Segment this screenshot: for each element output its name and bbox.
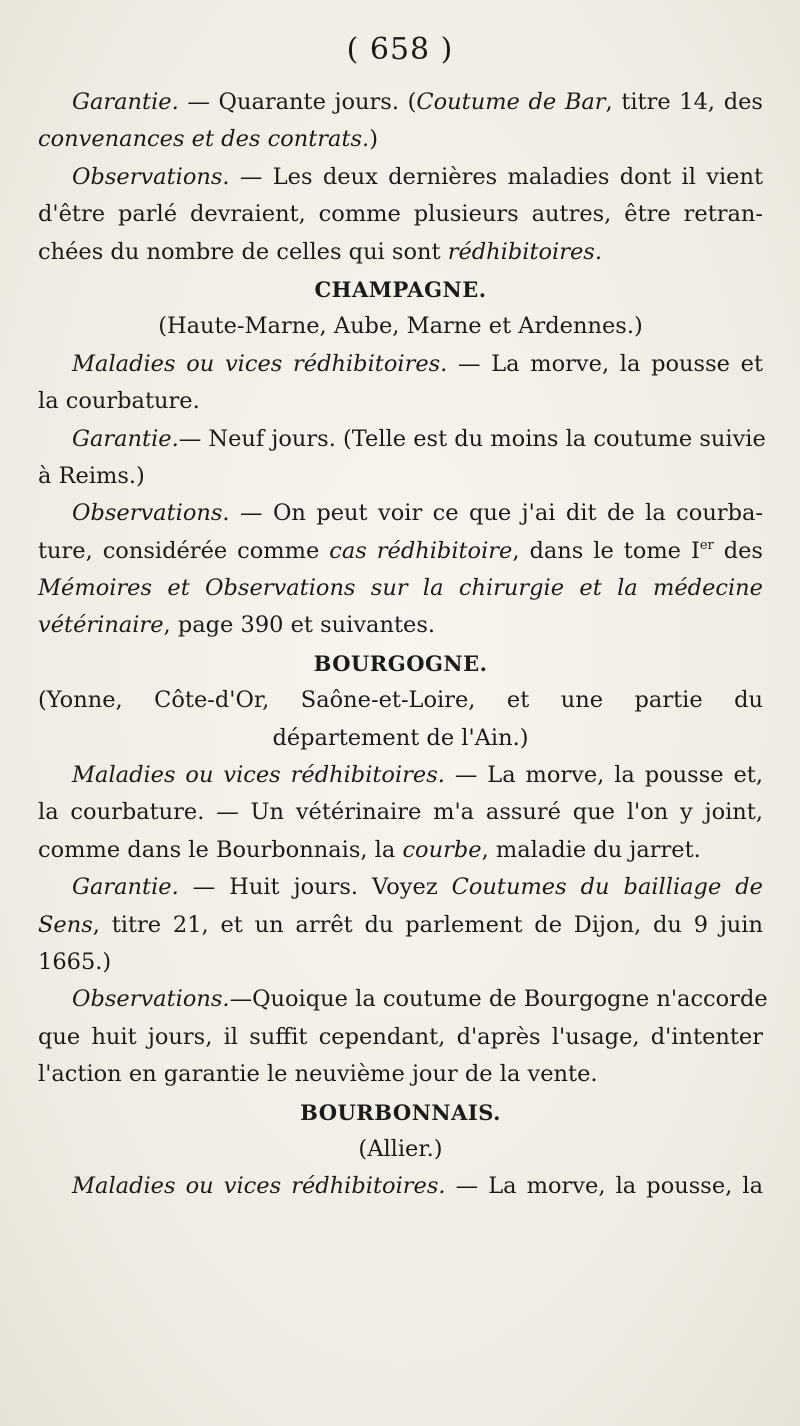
observations-1-line-3: chées du nombre de celles qui sont rédhibitoires. — [38, 238, 603, 265]
page-text — [38, 84, 768, 1206]
bourgogne-maladies-line-1: Maladies ou vices rédhibitoires. — La morve, la pousse et, — [72, 762, 763, 789]
bourbonnais-departments: (Allier.) — [358, 1135, 443, 1162]
bourgogne-garantie-line-1: Garantie. — Huit jours. Voyez Coutumes du bailliage de — [72, 874, 763, 901]
bourgogne-maladies-line-2: la courbature. — Un vétérinaire m'a assuré que l'on y joint, — [38, 799, 763, 826]
observations-1-line-1: Observations. — Les deux dernières maladies dont il vient — [72, 163, 763, 190]
garantie-bar-line-2: convenances et des contrats.) — [38, 126, 378, 153]
champagne-garantie-line-1: Garantie.— Neuf jours. (Telle est du moins la coutume suivie — [72, 425, 766, 452]
champagne-departments: (Haute-Marne, Aube, Marne et Ardennes.) — [158, 313, 643, 340]
champagne-obs-line-3: Mémoires et Observations sur la chirurgie et la médecine — [38, 575, 763, 602]
champagne-obs-line-1: Observations. — On peut voir ce que j'ai dit de la courba- — [72, 500, 763, 527]
heading-bourgogne: BOURGOGNE. — [313, 650, 488, 676]
champagne-obs-line-4: vétérinaire, page 390 et suivantes. — [38, 612, 436, 639]
bourgogne-departments-line-1: (Yonne, Côte-d'Or, Saône-et-Loire, et une partie du — [38, 687, 763, 714]
champagne-obs-line-2: ture, considérée comme cas rédhibitoire, dans le tome Ier des — [38, 537, 763, 564]
bourgogne-garantie-line-3: 1665.) — [38, 948, 112, 975]
champagne-maladies-line-1: Maladies ou vices rédhibitoires. — La morve, la pousse et — [72, 350, 764, 377]
bourgogne-obs-line-1: Observations.—Quoique la coutume de Bourgogne n'accorde — [72, 986, 768, 1013]
bourgogne-departments-line-2: département de l'Ain.) — [272, 724, 529, 751]
bourgogne-maladies-line-3: comme dans le Bourbonnais, la courbe, maladie du jarret. — [38, 836, 701, 863]
bourgogne-garantie-line-2: Sens, titre 21, et un arrêt du parlement de Dijon, du 9 juin — [38, 911, 763, 938]
bourbonnais-maladies-line-1: Maladies ou vices rédhibitoires. — La morve, la pousse, la — [72, 1173, 763, 1200]
heading-bourbonnais: BOURBONNAIS. — [300, 1099, 501, 1125]
page-number: ( 658 ) — [346, 32, 454, 67]
heading-champagne: CHAMPAGNE. — [314, 276, 487, 302]
bourgogne-obs-line-3: l'action en garantie le neuvième jour de la vente. — [38, 1061, 598, 1088]
bourgogne-obs-line-2: que huit jours, il suffit cependant, d'après l'usage, d'intenter — [38, 1023, 763, 1050]
champagne-garantie-line-2: à Reims.) — [38, 462, 145, 489]
observations-1-line-2: d'être parlé devraient, comme plusieurs autres, être retran- — [38, 201, 763, 228]
garantie-bar-line-1: Garantie. — Quarante jours. (Coutume de Bar, titre 14, des — [72, 89, 763, 115]
champagne-maladies-line-2: la courbature. — [38, 388, 200, 415]
